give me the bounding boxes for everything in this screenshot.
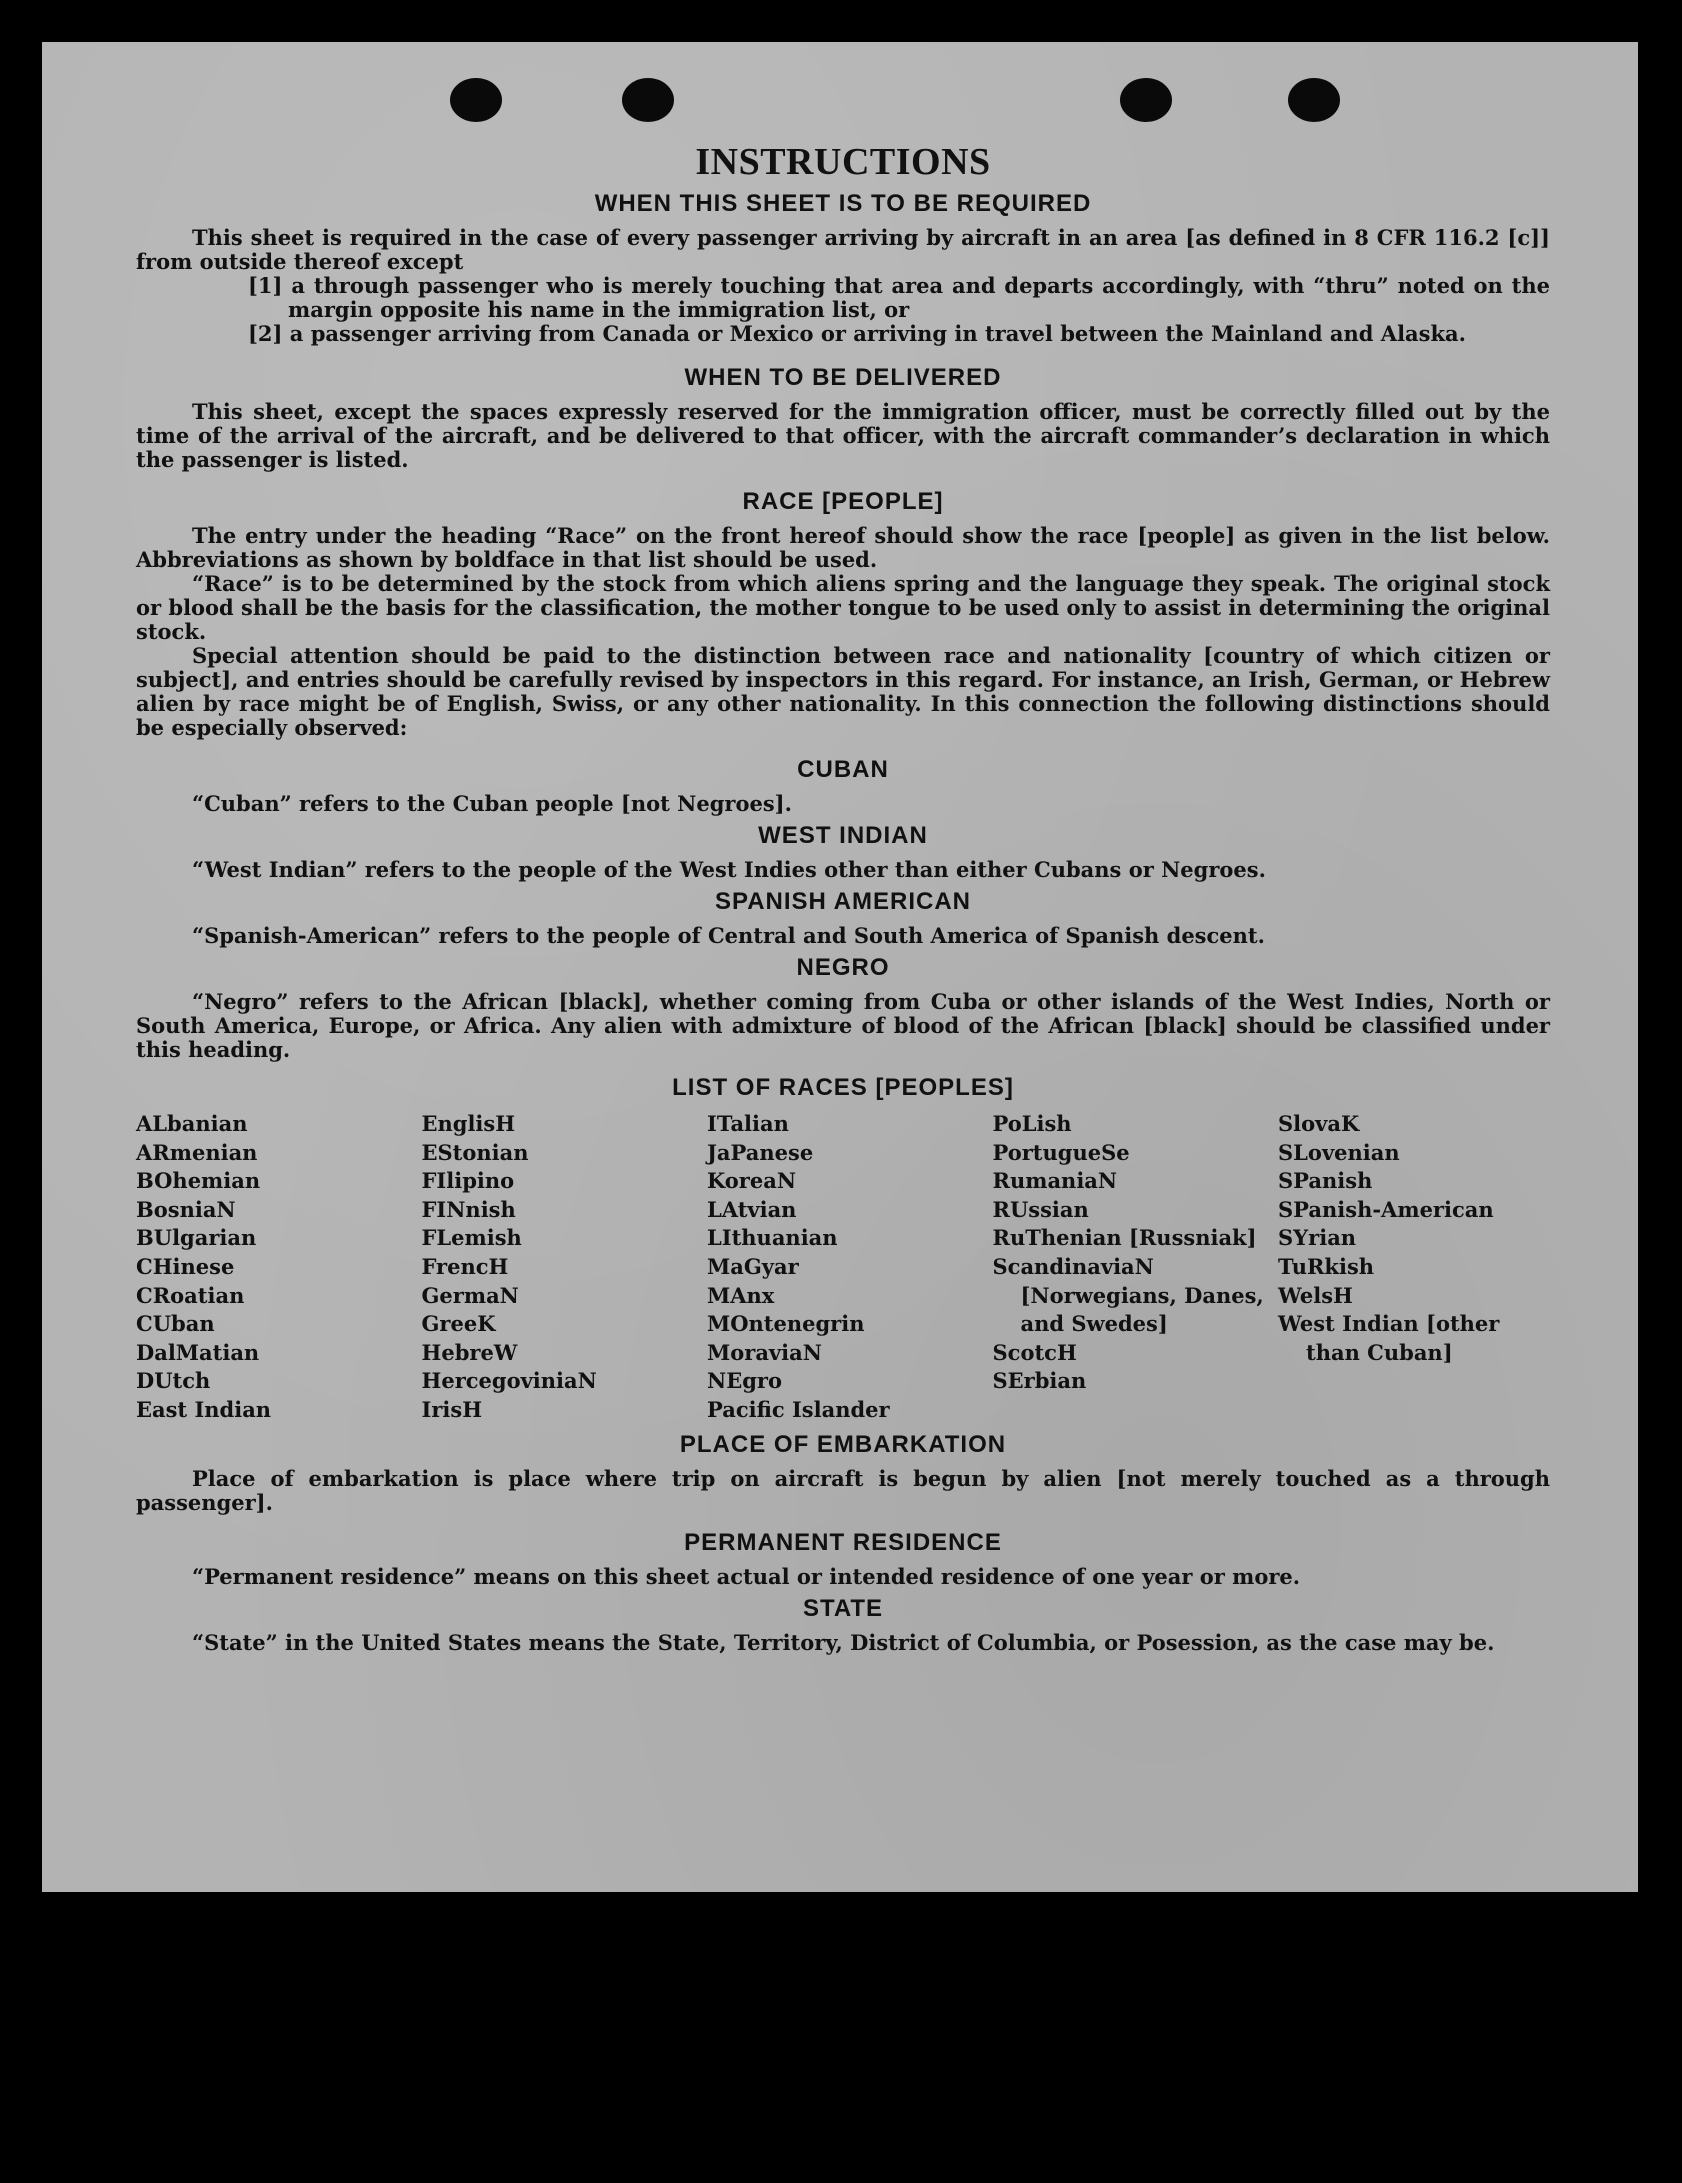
- race-item: JaPanese: [707, 1139, 814, 1165]
- west-indian-text: “West Indian” refers to the people of the West Indies other than either Cubans or Negroes.: [192, 857, 1266, 882]
- race-item: PoLish: [992, 1111, 1072, 1136]
- document-sheet: [42, 42, 1638, 1892]
- race-item: NEgro: [707, 1368, 782, 1394]
- race-item: SYrian: [1278, 1225, 1357, 1251]
- race-item: LAtvian: [707, 1196, 797, 1222]
- punch-hole: [1288, 78, 1340, 122]
- race-column-3: [707, 1110, 979, 1425]
- race-item: BUlgarian: [136, 1225, 257, 1251]
- race-item: KoreaN: [707, 1168, 797, 1194]
- race-item: IrisH: [421, 1396, 483, 1422]
- race-item: FrencH: [421, 1253, 509, 1279]
- race-paragraph-3: Special attention should be paid to the distinction between race and nationality [country of which citizen or subject], and entries should be carefully revised by inspectors in this regard. For instance, an Irish, German, or Hebrew alien by race might be of English, Swiss, or any other nationality. In this connection the following distinctions should be especially observed:: [136, 643, 1550, 740]
- race-item: SErbian: [992, 1368, 1087, 1394]
- document-body: [136, 140, 1550, 1655]
- race-item: TuRkish: [1278, 1253, 1375, 1279]
- race-item: HebreW: [421, 1339, 518, 1365]
- spanish-american-text: “Spanish-American” refers to the people of Central and South America of Spanish descent.: [192, 923, 1265, 948]
- race-item: SLovenian: [1278, 1139, 1400, 1165]
- race-item: EStonian: [421, 1139, 529, 1165]
- heading-spanish-american: SPANISH AMERICAN: [714, 888, 971, 915]
- race-item: ScandinaviaN [Norwegians, Danes, and Swedes]: [992, 1253, 1264, 1337]
- race-item: ScotcH: [992, 1339, 1077, 1365]
- state-text: “State” in the United States means the State, Territory, District of Columbia, or Posession, as the case may be.: [192, 1629, 1495, 1655]
- race-column-5: [1278, 1110, 1550, 1425]
- race-item: PortugueSe: [992, 1139, 1130, 1165]
- race-item: FINnish: [421, 1196, 516, 1222]
- race-column-2: [422, 1110, 694, 1425]
- race-item: GreeK: [421, 1311, 496, 1337]
- cuban-text: “Cuban” refers to the Cuban people [not Negroes].: [192, 791, 792, 816]
- race-item: SPanish: [1278, 1168, 1373, 1194]
- race-item: SPanish-American: [1278, 1196, 1494, 1222]
- punch-hole: [622, 78, 674, 122]
- race-item: LIthuanian: [707, 1225, 838, 1251]
- race-item: CRoatian: [136, 1282, 245, 1308]
- race-item: RUssian: [992, 1196, 1089, 1222]
- race-item: RuThenian [Russniak]: [992, 1225, 1257, 1251]
- heading-list-of-races: LIST OF RACES [PEOPLES]: [672, 1074, 1014, 1101]
- residence-text: “Permanent residence” means on this sheet actual or intended residence of one year or more.: [192, 1563, 1301, 1589]
- required-item-1: [1] a through passenger who is merely touching that area and departs accordingly, with “thru” noted on the margin opposite his name in the immigration list, or: [248, 273, 1550, 322]
- race-item: DUtch: [136, 1368, 211, 1394]
- race-paragraph-2: “Race” is to be determined by the stock from which aliens spring and the language they speak. The original stock or blood shall be the basis for the classification, the mother tongue to be used only to assist in determining the original stock.: [136, 571, 1550, 644]
- race-item: MAnx: [707, 1282, 775, 1308]
- race-item: Pacific Islander: [707, 1396, 890, 1422]
- race-item: CUban: [136, 1311, 215, 1337]
- race-item: MOntenegrin: [707, 1311, 865, 1337]
- delivered-text: This sheet, except the spaces expressly reserved for the immigration officer, must be correctly filled out by the time of the arrival of the aircraft, and be delivered to that officer, with the aircraft commander’s declaration in which the passenger is listed.: [136, 399, 1550, 472]
- race-item: MaGyar: [707, 1253, 799, 1279]
- race-item: MoraviaN: [707, 1339, 822, 1365]
- heading-delivered: WHEN TO BE DELIVERED: [684, 364, 1002, 391]
- race-item: West Indian [other than Cuban]: [1278, 1311, 1500, 1365]
- heading-required: WHEN THIS SHEET IS TO BE REQUIRED: [594, 190, 1092, 217]
- punch-hole: [1120, 78, 1172, 122]
- race-item: ALbanian: [136, 1111, 248, 1136]
- heading-negro: NEGRO: [796, 954, 890, 981]
- race-paragraph-1: The entry under the heading “Race” on the front hereof should show the race [people] as given in the list below. Abbreviations as shown by boldface in that list should be used.: [136, 523, 1550, 572]
- race-item: FIlipino: [421, 1168, 515, 1194]
- race-item: BOhemian: [136, 1168, 261, 1194]
- race-item: SlovaK: [1278, 1111, 1360, 1136]
- heading-residence: PERMANENT RESIDENCE: [684, 1528, 1002, 1556]
- race-item: ARmenian: [136, 1139, 258, 1165]
- race-item: DalMatian: [136, 1339, 260, 1365]
- race-item: ITalian: [707, 1111, 789, 1136]
- page-title: INSTRUCTIONS: [695, 141, 991, 183]
- race-list: [136, 1110, 1550, 1425]
- negro-text: “Negro” refers to the African [black], whether coming from Cuba or other islands of the West Indies, North or South America, Europe, or Africa. Any alien with admixture of blood of the African [black] should be classified under this heading.: [136, 989, 1550, 1062]
- heading-state: STATE: [802, 1594, 884, 1622]
- heading-cuban: CUBAN: [797, 756, 889, 783]
- race-item: EnglisH: [421, 1111, 516, 1136]
- heading-west-indian: WEST INDIAN: [758, 822, 928, 849]
- embarkation-text: Place of embarkation is place where trip on aircraft is begun by alien [not merely touched as a through passenger].: [136, 1465, 1550, 1515]
- punch-hole: [450, 78, 502, 122]
- race-item: East Indian: [136, 1396, 272, 1422]
- race-item: RumaniaN: [992, 1168, 1118, 1194]
- race-item: BosniaN: [136, 1196, 236, 1222]
- heading-embarkation: PLACE OF EMBARKATION: [679, 1430, 1007, 1458]
- race-column-1: [136, 1110, 408, 1425]
- race-item: GermaN: [421, 1282, 519, 1308]
- race-item: FLemish: [421, 1225, 522, 1251]
- race-item: HercegoviniaN: [421, 1368, 597, 1394]
- required-intro: This sheet is required in the case of every passenger arriving by aircraft in an area [as defined in 8 CFR 116.2 [c]] from outside thereof except: [136, 225, 1550, 274]
- required-item-2: [2] a passenger arriving from Canada or Mexico or arriving in travel between the Mainland and Alaska.: [248, 321, 1466, 346]
- race-column-4: [993, 1110, 1265, 1425]
- heading-race: RACE [PEOPLE]: [742, 488, 944, 515]
- race-item: WelsH: [1278, 1282, 1353, 1308]
- race-item: CHinese: [136, 1253, 235, 1279]
